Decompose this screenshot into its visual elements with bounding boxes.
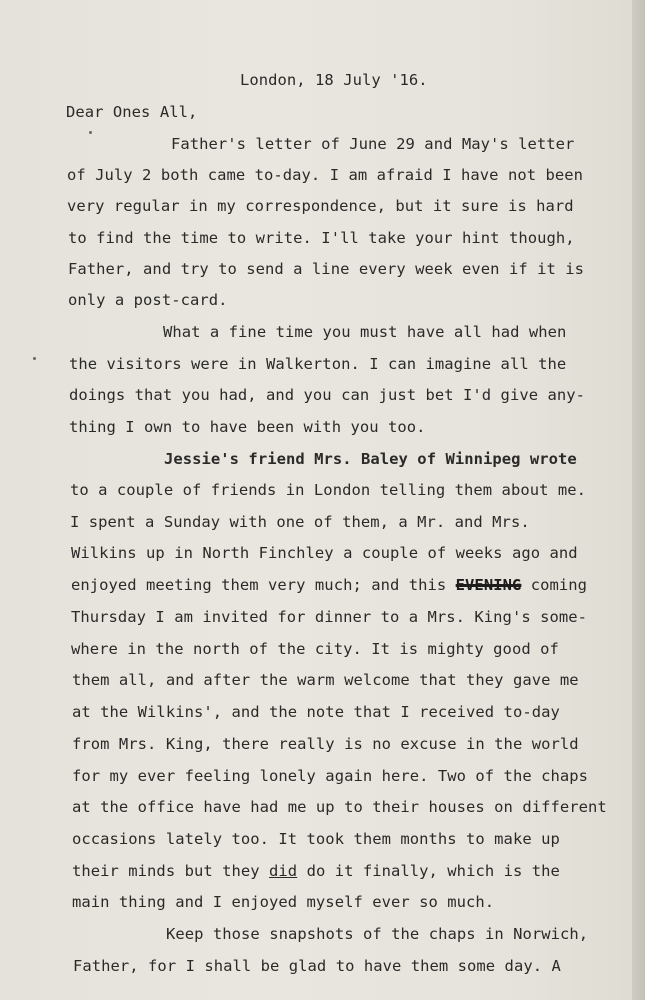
letter-line: to a couple of friends in London telling them about me. [70,481,586,499]
letter-line: Father, and try to send a line every week even if it is [68,260,584,278]
letter-line-text: enjoyed meeting them very much; and this [71,576,447,594]
letter-line: main thing and I enjoyed myself ever so much. [72,893,495,911]
letter-line [72,862,560,880]
letter-line: them all, and after the warm welcome that they gave me [72,671,579,689]
paper-speck [89,131,92,134]
letter-line: Father's letter of June 29 and May's letter [171,135,575,153]
letter-line-tail: coming [530,576,588,594]
salutation: Dear Ones All, [66,103,198,121]
letter-line: Jessie's friend Mrs. Baley of Winnipeg wrote [164,450,577,468]
letter-line: of July 2 both came to-day. I am afraid I have not been [67,166,583,184]
letter-line: at the Wilkins', and the note that I received to-day [72,703,560,721]
dateline: London, 18 July '16. [240,71,428,89]
letter-line: very regular in my correspondence, but it sure is hard [67,197,574,215]
letter-line: What a fine time you must have all had when [163,323,567,341]
letter-line: thing I own to have been with you too. [69,418,426,436]
letter-line: the visitors were in Walkerton. I can imagine all the [69,355,567,373]
paper-speck [33,357,36,360]
letter-line: only a post-card. [68,291,228,309]
letter-line: for my ever feeling lonely again here. Two of the chaps [72,767,588,785]
letter-line: where in the north of the city. It is mighty good of [71,640,559,658]
letter-line-tail: do it finally, which is the [306,862,560,880]
letter-line-text: their minds but they [72,862,260,880]
letter-line: Keep those snapshots of the chaps in Norwich, [166,925,589,943]
page-edge [632,0,645,1000]
letter-line: to find the time to write. I'll take your hint though, [68,229,575,247]
letter-line: occasions lately too. It took them months to make up [72,830,560,848]
letter-line: at the office have had me up to their houses on different [72,798,607,816]
letter-line: I spent a Sunday with one of them, a Mr. and Mrs. [70,513,530,531]
letter-line: Father, for I shall be glad to have them some day. A [73,957,561,975]
letter-line: from Mrs. King, there really is no excuse in the world [72,735,579,753]
letter-line: Wilkins up in North Finchley a couple of weeks ago and [71,544,578,562]
letter-line: doings that you had, and you can just bet I'd give any- [69,386,585,404]
letter-line [71,576,587,594]
letter-line: Thursday I am invited for dinner to a Mrs. King's some- [71,608,587,626]
struck-word: EVENING [455,576,522,594]
underlined-word: did [269,862,298,880]
